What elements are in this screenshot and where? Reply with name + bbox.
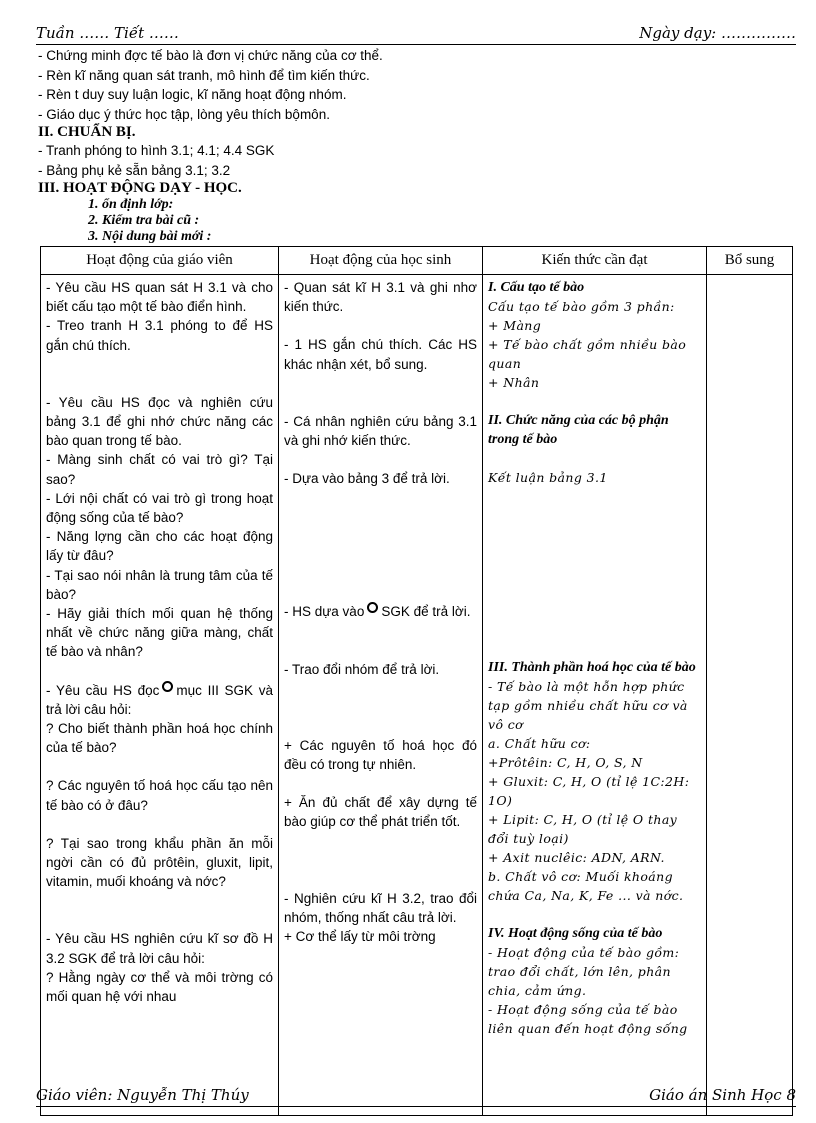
student-step-text: SGK để trả lời. [381,604,471,620]
header-teacher-activity: Hoạt động của giáo viên [41,247,279,275]
knowledge-item: + Gluxit: C, H, O (tỉ lệ 1C:2H: 1O) [488,774,690,808]
page-header [36,22,796,45]
knowledge-item: Cấu tạo tế bào gồm 3 phần: [488,299,675,314]
subsection-old-lesson-check: 2. Kiểm tra bài cũ : [88,213,200,228]
teacher-question: - Lới nội chất có vai trò gì trong hoạt động sống của tế bào? [46,490,273,526]
knowledge-item: + Lipit: C, H, O (tỉ lệ O thay đổi tuỳ loại) [488,812,678,846]
student-step-text: - HS dựa vào [284,604,365,620]
header-student-activity: Hoạt động của học sinh [279,247,483,275]
student-step [284,602,477,621]
teacher-step: - Yêu cầu HS nghiên cứu kĩ sơ đồ H 3.2 SGK để trả lời câu hỏi: [46,931,273,966]
teacher-question: ? Hằng ngày cơ thể và môi trờng có mối quan hệ với nhau [46,969,273,1005]
teacher-step: - Treo tranh H 3.1 phóng to để HS gắn chú thích. [46,318,273,353]
objective-line: - Rèn kĩ năng quan sát tranh, mô hình để tìm kiến thức. [38,67,370,83]
knowledge-heading: II. Chức năng của các bộ phận trong tế bào [488,413,669,447]
header-week-period: Tuần …… Tiết …… [36,24,179,42]
knowledge-item: + Nhân [488,375,540,390]
student-step: - Trao đổi nhóm để trả lời. [284,661,440,677]
student-step: + Các nguyên tố hoá học đó đều có trong tự nhiên. [284,737,477,773]
student-step: - Quan sát kĩ H 3.1 và ghi nhơ kiến thức. [284,280,477,315]
teacher-step-text: - Yêu cầu HS đọc [46,682,160,698]
footer-teacher-name: Giáo viên: Nguyễn Thị Thúy [36,1086,249,1104]
header-supplement: Bổ sung [707,247,793,275]
bullet-ring-icon [162,681,173,692]
section-preparation-title: II. CHUẨN BỊ. [38,124,136,140]
objective-line: - Giáo dục ý thức học tập, lòng yêu thích bộmôn. [38,106,330,122]
supplement-cell [707,275,793,1116]
knowledge-item: b. Chất vô cơ: Muối khoáng chứa Ca, Na, K, Fe ... và nớc. [488,869,684,903]
knowledge-heading: III. Thành phần hoá học của tế bào [488,660,696,675]
subsection-class-order: 1. ổn định lớp: [88,197,174,212]
student-step: - Cá nhân nghiên cứu bảng 3.1 và ghi nhớ kiến thức. [284,413,477,449]
header-teaching-date: Ngày dạy: …………… [639,24,796,42]
teacher-step-text: mục III SGK và trả lời câu hỏi: [46,682,274,717]
lesson-intro [38,46,798,245]
lesson-activity-table [40,246,793,1116]
knowledge-heading: IV. Hoạt động sống của tế bào [488,926,663,941]
teacher-step: - Yêu cầu HS đọc và nghiên cứu bảng 3.1 để ghi nhớ chức năng các bào quan trong tế bào. [46,394,273,449]
student-activity-cell [279,275,483,1116]
objective-line: - Rèn t duy suy luận logic, kĩ năng hoạt động nhóm. [38,87,347,102]
preparation-line: - Tranh phóng to hình 3.1; 4.1; 4.4 SGK [38,143,275,158]
knowledge-item: - Hoạt động của tế bào gồm: trao đổi chất, lớn lên, phân chia, cảm ứng. [488,945,680,998]
teacher-question: ? Cho biết thành phần hoá học chính của tế bào? [46,721,273,756]
knowledge-item: Kết luận bảng 3.1 [488,470,608,485]
teacher-question: - Màng sinh chất có vai trò gì? Tại sao? [46,452,273,487]
knowledge-item: a. Chất hữu cơ: [488,736,591,751]
knowledge-heading: I. Cấu tạo tế bào [488,280,585,295]
knowledge-item: - Hoạt động sống của tế bào liên quan đến hoạt động sống [488,1002,688,1036]
preparation-line: - Bảng phụ kẻ sẵn bảng 3.1; 3.2 [38,162,231,178]
student-step: + Ăn đủ chất để xây dựng tế bào giúp cơ thể phát triển tốt. [284,795,477,830]
table-header-row [41,247,793,275]
subsection-new-lesson: 3. Nội dung bài mới : [88,229,212,244]
section-activities-title: III. HOẠT ĐỘNG DẠY - HỌC. [38,180,242,196]
header-knowledge: Kiến thức cần đạt [483,247,707,275]
student-step: - 1 HS gắn chú thích. Các HS khác nhận xét, bổ sung. [284,337,477,372]
student-step: - Dựa vào bảng 3 để trả lời. [284,471,450,487]
knowledge-item: +Prôtêin: C, H, O, S, N [488,755,643,770]
teacher-question: ? Tại sao trong khẩu phần ăn mỗi ngời cần có đủ prôtêin, gluxit, lipit, vitamin, muối khoáng và nớc? [46,835,273,890]
knowledge-item: + Axit nuclêic: ADN, ARN. [488,850,665,865]
teacher-question: ? Các nguyên tố hoá học cấu tạo nên tế bào có ở đâu? [46,778,273,813]
table-row [41,275,793,1116]
knowledge-item: + Tế bào chất gồm nhiều bào quan [488,337,687,371]
teacher-step [46,681,273,719]
teacher-question: - Tại sao nói nhân là trung tâm của tế bào? [46,567,273,602]
knowledge-item: - Tế bào là một hỗn hợp phức tạp gồm nhiều chất hữu cơ và vô cơ [488,679,688,732]
teacher-question: - Hãy giải thích mối quan hệ thống nhất về chức năng giữa màng, chất tế bào và nhân? [46,606,273,660]
footer-subject: Giáo án Sinh Học 8 [649,1086,796,1104]
knowledge-cell [483,275,707,1116]
student-step: + Cơ thể lấy từ môi trờng [284,929,436,945]
teacher-step: - Yêu cầu HS quan sát H 3.1 và cho biết cấu tạo một tế bào điển hình. [46,280,273,315]
knowledge-item: + Màng [488,318,542,333]
page-footer [36,1086,796,1107]
teacher-question: - Năng lợng cần cho các hoạt động lấy từ đâu? [46,529,273,564]
bullet-ring-icon [367,602,378,613]
objective-line: - Chứng minh đợc tế bào là đơn vị chức năng của cơ thể. [38,48,383,63]
teacher-activity-cell [41,275,279,1116]
student-step: - Nghiên cứu kĩ H 3.2, trao đổi nhóm, thống nhất câu trả lời. [284,890,477,925]
